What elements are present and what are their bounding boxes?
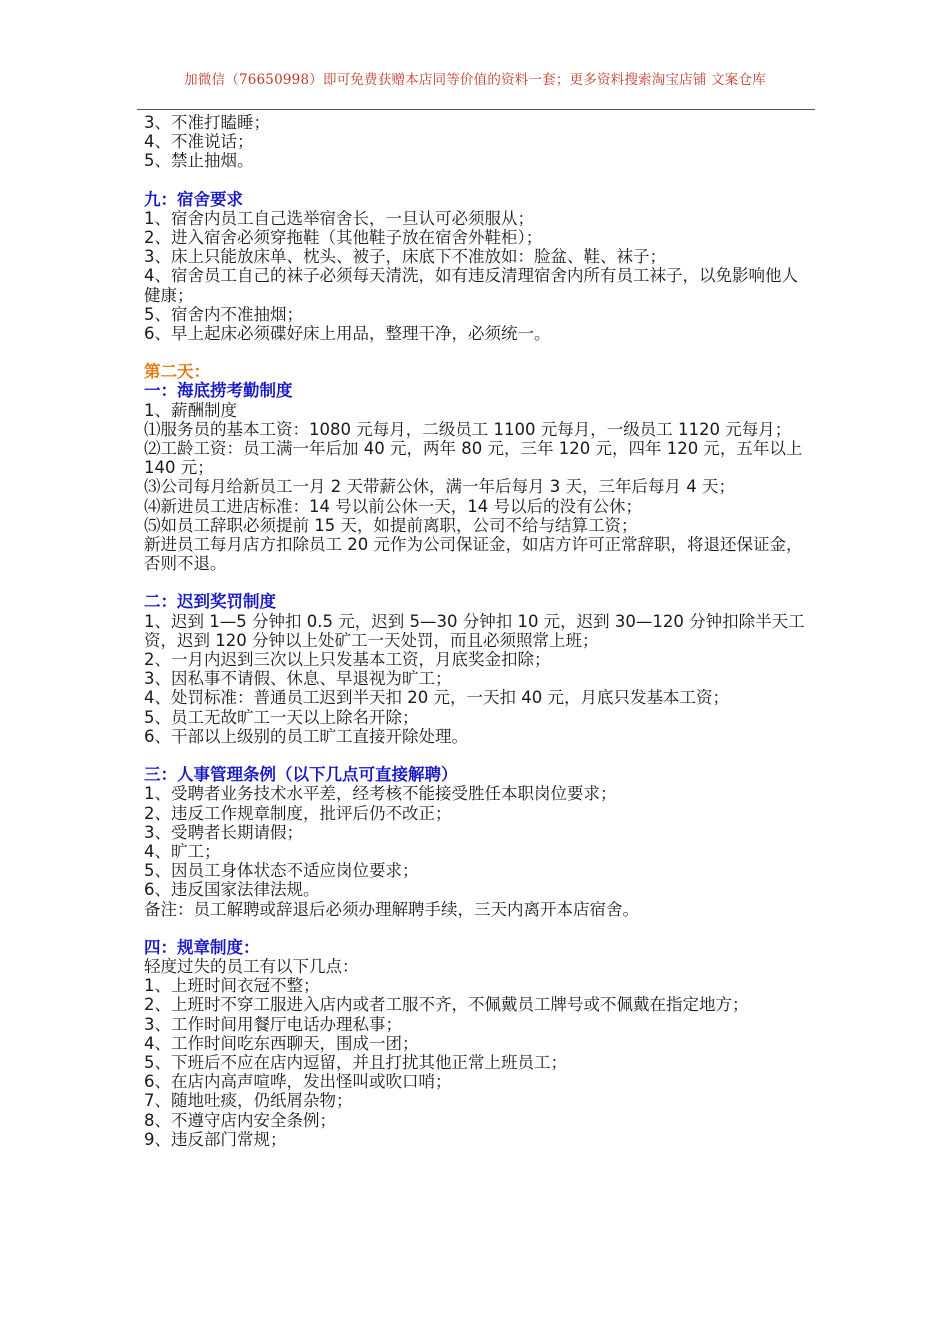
section-heading: 四：规章制度： xyxy=(144,937,260,957)
body-line: 4、宿舍员工自己的袜子必须每天清洗，如有违反清理宿舍内所有员工袜子，以免影响他人健康； xyxy=(144,266,798,305)
body-line: ⑷新进员工进店标准：14 号以前公休一天，14 号以后的没有公休； xyxy=(144,496,642,516)
section-heading: 一：海底捞考勤制度 xyxy=(144,381,293,401)
body-line: 4、处罚标准：普通员工迟到半天扣 20 元，一天扣 40 元，月底只发基本工资； xyxy=(144,688,729,708)
paragraph-gap xyxy=(144,919,814,938)
body-line: 1、上班时间衣冠不整； xyxy=(144,976,320,996)
body-line: 6、干部以上级别的员工旷工直接开除处理。 xyxy=(144,726,468,746)
body-line: 2、违反工作规章制度，批评后仍不改正； xyxy=(144,803,452,823)
body-line: ⑴服务员的基本工资：1080 元每月，二级员工 1100 元每月，一级员工 1120 元每月； xyxy=(144,419,792,439)
paragraph-gap xyxy=(144,746,814,765)
body-line: 4、不准说话； xyxy=(144,132,254,152)
header-divider xyxy=(137,109,815,110)
body-line: 3、受聘者长期请假； xyxy=(144,822,303,842)
body-line: 4、旷工； xyxy=(144,841,221,861)
body-line: 2、一月内迟到三次以上只发基本工资，月底奖金扣除； xyxy=(144,650,551,670)
body-line: 新进员工每月店方扣除员工 20 元作为公司保证金，如店方许可正常辞职，将退还保证金，否则不退。 xyxy=(144,535,803,574)
body-line: 3、因私事不请假、休息、早退视为旷工； xyxy=(144,669,452,689)
body-line: 6、在店内高声喧哗，发出怪叫或吹口哨； xyxy=(144,1072,452,1092)
paragraph-gap xyxy=(144,171,814,190)
body-line: 8、不遵守店内安全条例； xyxy=(144,1110,336,1130)
body-line: 9、违反部门常规； xyxy=(144,1129,287,1149)
body-line: 6、违反国家法律法规。 xyxy=(144,880,320,900)
body-line: 7、随地吐痰，仍纸屑杂物； xyxy=(144,1091,353,1111)
body-line: 2、上班时不穿工服进入店内或者工服不齐，不佩戴员工牌号或不佩戴在指定地方； xyxy=(144,995,749,1015)
body-line: 5、因员工身体状态不适应岗位要求； xyxy=(144,861,419,881)
body-line: 4、工作时间吃东西聊天，围成一团； xyxy=(144,1033,419,1053)
body-line: 5、禁止抽烟。 xyxy=(144,151,254,171)
body-line: 1、迟到 1—5 分钟扣 0.5 元，迟到 5—30 分钟扣 10 元，迟到 30—120 分钟扣除半天工资，迟到 120 分钟以上处矿工一天处罚，而且必须照常上班； xyxy=(144,611,805,650)
section-heading: 二：迟到奖罚制度 xyxy=(144,592,276,612)
body-line: 3、不准打瞌睡； xyxy=(144,113,270,132)
body-line: ⑶公司每月给新员工一月 2 天带薪公休，满一年后每月 3 天，三年后每月 4 天； xyxy=(144,477,735,497)
body-line: 1、受聘者业务技术水平差，经考核不能接受胜任本职岗位要求； xyxy=(144,784,617,804)
body-line: 2、进入宿舍必须穿拖鞋（其他鞋子放在宿舍外鞋柜）； xyxy=(144,228,543,248)
body-line: 1、薪酬制度 xyxy=(144,400,237,420)
section-heading: 九：宿舍要求 xyxy=(144,189,243,209)
paragraph-gap xyxy=(144,343,814,362)
body-line: ⑸如员工辞职必须提前 15 天，如提前离职，公司不给与结算工资； xyxy=(144,515,638,535)
body-line: 5、宿舍内不准抽烟； xyxy=(144,304,303,324)
body-line: ⑵工龄工资：员工满一年后加 40 元，两年 80 元，三年 120 元，四年 120 元，五年以上 140 元； xyxy=(144,439,808,478)
body-line: 5、员工无故旷工一天以上除名开除； xyxy=(144,707,419,727)
body-line: 5、下班后不应在店内逗留，并且打扰其他正常上班员工； xyxy=(144,1052,567,1072)
page-header-note: 加微信（76650998）即可免费获赠本店同等价值的资料一套；更多资料搜索淘宝店铺 文案仓库 xyxy=(184,72,766,88)
body-line: 3、床上只能放床单、枕头、被子，床底下不准放如：脸盆、鞋、袜子； xyxy=(144,247,666,267)
body-line: 备注：员工解聘或辞退后必须办理解聘手续，三天内离开本店宿舍。 xyxy=(144,899,639,919)
document-body xyxy=(144,113,814,1149)
body-line: 3、工作时间用餐厅电话办理私事； xyxy=(144,1014,402,1034)
body-line: 1、宿舍内员工自己选举宿舍长，一旦认可必须服从； xyxy=(144,208,534,228)
section-heading: 三：人事管理条例（以下几点可直接解聘） xyxy=(144,765,458,785)
paragraph-gap xyxy=(144,573,814,592)
day-heading: 第二天： xyxy=(144,362,210,382)
body-line: 6、早上起床必须碟好床上用品，整理干净，必须统一。 xyxy=(144,324,551,344)
body-line: 轻度过失的员工有以下几点： xyxy=(144,956,359,976)
